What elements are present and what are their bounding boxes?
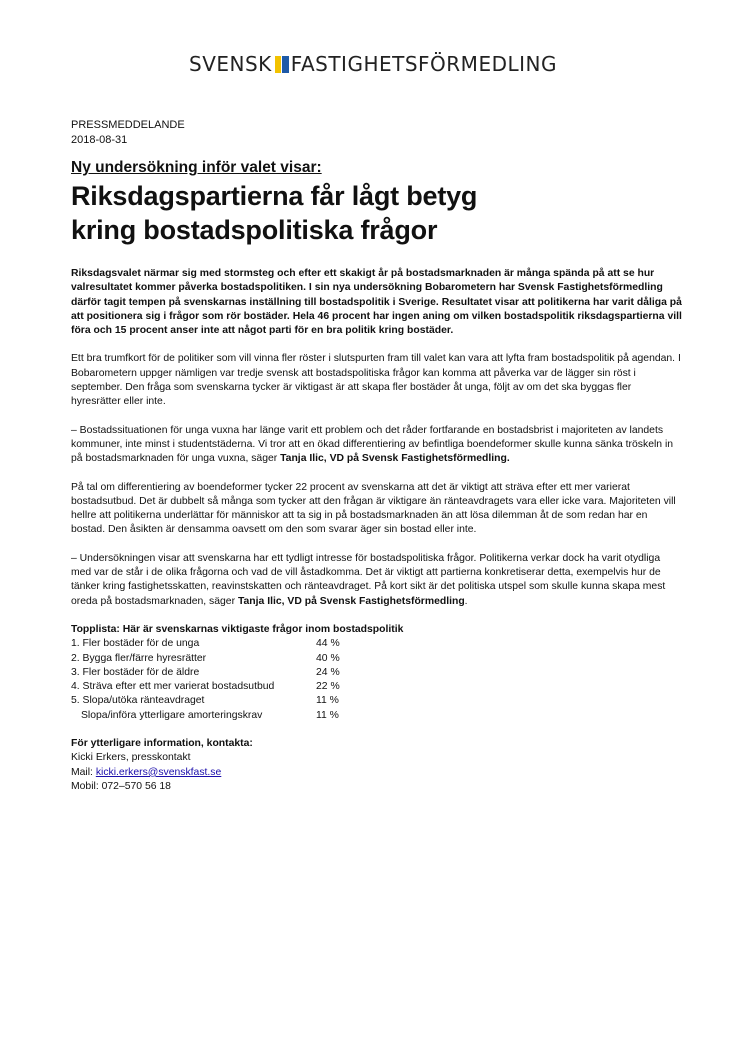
flag-icon: [275, 56, 289, 73]
mail-label: Mail:: [71, 766, 96, 778]
body-paragraph-2: På tal om differentiering av boendeformer tycker 22 procent av svenskarna att det är viktigt att sträva efter ett mer varierat bostadsutbud. Det är dubbelt så många som tycker att den frågan är viktigare än ränteavdragets vara eller icke vara. Majoriteten vill hellre att politikerna underlättar för människor att ta sig in på bostadsmarknaden än att lösa dilemman åt de som redan har en bostad. Den åsikten är densamma oavsett om den som svarar äger sin bostad eller inte.: [71, 481, 676, 536]
meta: [71, 118, 683, 148]
contact-block: [71, 737, 683, 794]
quote-text: – Undersökningen visar att svenskarna har ett tydligt intresse för bostadspolitiska frågor. Politikerna verkar dock ha varit otydliga med var de står i de olika frågorna och vad de vill åstadkomma. Det är viktigt att partierna konkretiserar detta, exempelvis hur de tänker kring fastighetsskatten, reavinstskatten och ränteavdraget. På kort sikt är det politiska utspel som skulle kunna skapa mest oreda på bostadsmarknaden, säger: [71, 552, 666, 607]
quote-text: – Bostadssituationen för unga vuxna har länge varit ett problem och det råder fortfarande en bostadsbrist i majoriteten av landets kommuner, inte minst i studentstäderna. Vi tror att en ökad differentiering av befintliga boendeformer skulle kunna sänka tröskeln in på bostadsmarknaden för unga vuxna, säger: [71, 424, 674, 465]
brand-right: FASTIGHETSFÖRMEDLING: [290, 52, 557, 76]
headline: [71, 179, 683, 247]
quote-attribution: Tanja Ilic, VD på Svensk Fastighetsförmedling.: [280, 453, 510, 465]
list-item-value: 11 %: [316, 709, 339, 721]
list-item: [71, 666, 683, 680]
flag-yellow-bar: [275, 56, 281, 73]
contact-mail-row: [71, 766, 683, 780]
list-item-label: 3. Fler bostäder för de äldre: [71, 666, 200, 678]
list-item: [71, 652, 683, 666]
list-item: [71, 694, 683, 708]
list-item-value: 40 %: [316, 652, 340, 664]
quote-attribution: Tanja Ilic, VD på Svensk Fastighetsförmedling: [237, 595, 465, 607]
list-item-label: 5. Slopa/utöka ränteavdraget: [71, 695, 205, 707]
list-item-label: Slopa/införa ytterligare amorteringskrav: [81, 709, 263, 721]
list-item-label: 2. Bygga fler/färre hyresrätter: [71, 652, 207, 664]
list-item-value: 24 %: [316, 666, 340, 678]
brand-logo: [0, 52, 746, 76]
list-item-value: 44 %: [316, 638, 340, 650]
toplist-title: Topplista: Här är svenskarnas viktigaste frågor inom bostadspolitik: [71, 623, 404, 635]
lead-paragraph: Riksdagsvalet närmar sig med stormsteg och efter ett skakigt år på bostadsmarknaden är många spända på att se hur valresultatet kommer påverka bostadspolitiken. I sin nya undersökning Bobarometern har Svensk Fastighetsförmedling därför tagit tempen på svenskarnas inställning till bostadspolitik i Sverige. Resultatet visar att politikerna har varit dåliga på att positionera sig i frågor som rör bostäder. Hela 46 procent har ingen aning om vilken bostadspolitik riksdagspartierna vill föra och 15 procent anser inte att något parti för en bra politik kring bostäder.: [71, 268, 682, 337]
quote-end: .: [464, 595, 468, 607]
quote-paragraph-2: [71, 552, 683, 609]
headline-line-2: kring bostadspolitiska frågor: [71, 215, 438, 245]
list-item-value: 22 %: [316, 681, 340, 693]
contact-name: Kicki Erkers, presskontakt: [71, 752, 191, 764]
list-item: [71, 709, 683, 723]
list-item: [71, 680, 683, 694]
email-link[interactable]: kicki.erkers@svenskfast.se: [95, 766, 222, 778]
contact-mobile: Mobil: 072–570 56 18: [71, 780, 171, 792]
quote-paragraph-1: [71, 424, 683, 467]
body-paragraph-1: Ett bra trumfkort för de politiker som vill vinna fler röster i slutspurten fram till valet kan vara att lyfta fram bostadspolitik på agendan. I Bobarometern uppger nämligen var tredje svensk att bostadspolitiska frågor kan komma att påverka var de lägger sin röst i september. Den fråga som svenskarna tycker är viktigast är att skapa fler bostäder åt unga, följt av om det ska byggas fler hyresrätter eller inte.: [71, 353, 681, 408]
list-item-value: 11 %: [316, 695, 339, 707]
doc-date: 2018-08-31: [71, 134, 128, 146]
list-item: [71, 637, 683, 651]
list-item-label: 4. Sträva efter ett mer varierat bostadsutbud: [71, 681, 275, 693]
press-release: [71, 118, 683, 794]
headline-line-1: Riksdagspartierna får lågt betyg: [71, 181, 478, 211]
brand-left: SVENSK: [189, 52, 272, 76]
doc-type: PRESSMEDDELANDE: [71, 119, 185, 131]
toplist: [71, 637, 683, 723]
list-item-label: 1. Fler bostäder för de unga: [71, 638, 200, 650]
contact-title: För ytterligare information, kontakta:: [71, 738, 253, 750]
kicker: Ny undersökning inför valet visar:: [71, 159, 322, 176]
flag-blue-bar: [282, 56, 289, 73]
